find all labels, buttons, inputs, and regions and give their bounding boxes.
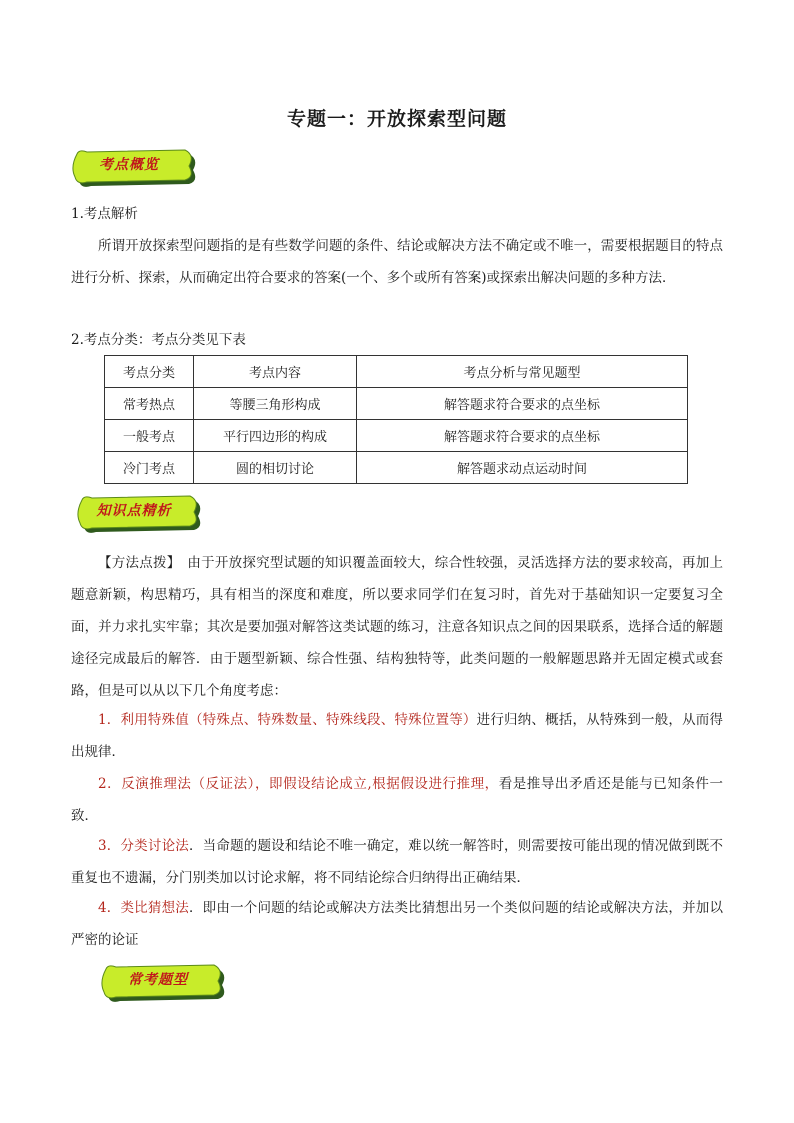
banner-label: 常考题型: [128, 972, 188, 988]
table-cell: 平行四边形的构成: [194, 420, 357, 452]
section-banner-common: [96, 962, 226, 1002]
point-1-text: 进行归纳、概括，从特殊到一般，从而得出规律．: [71, 712, 724, 760]
point-3-text: ．当命题的题设和结论不唯一确定，难以统一解答时，则需要按可能出现的情况做到既不重复也不遗漏，分门别类加以讨论求解，将不同结论综合归纳得出正确结果．: [71, 838, 724, 886]
table-cell: 圆的相切讨论: [194, 452, 357, 484]
banner-label: 知识点精析: [96, 503, 172, 519]
page-title: 专题一：开放探索型问题: [286, 108, 507, 130]
table-cell: 等腰三角形构成: [194, 388, 357, 420]
point-2-highlight: 2．反演推理法（反证法），即假设结论成立,根据假设进行推理，: [98, 776, 499, 792]
point-1: [71, 704, 723, 768]
table-row: [105, 452, 688, 484]
table-cell: 解答题求符合要求的点坐标: [357, 388, 688, 420]
table-cell: 冷门考点: [105, 452, 194, 484]
method-body: 由于开放探究型试题的知识覆盖面较大，综合性较强，灵活选择方法的要求较高，再加上题意新颖，构思精巧，具有相当的深度和难度，所以要求同学们在复习时，首先对于基础知识一定要复习全面，并力求扎实牢靠；其次是要加强对解答这类试题的练习，注意各知识点之间的因果联系，选择合适的解题途径完成最后的解答．由于题型新颖、综合性强、结构独特等，此类问题的一般解题思路并无固定模式或套路，但是可以从以下几个角度考虑：: [71, 555, 724, 699]
table-cell: 一般考点: [105, 420, 194, 452]
banner-label: 考点概览: [99, 157, 159, 173]
table-header-cell: 考点分析与常见题型: [357, 356, 688, 388]
point-3-highlight: 3．分类讨论法: [98, 838, 189, 854]
point-4-text: ．即由一个问题的结论或解决方法类比猜想出另一个类似问题的结论或解决方法，并加以严密的论证: [71, 900, 724, 948]
table-header-row: [105, 356, 688, 388]
section2-heading: 2.考点分类：考点分类见下表: [71, 332, 246, 348]
table-header-cell: 考点分类: [105, 356, 194, 388]
section1-body: 所谓开放探索型问题指的是有些数学问题的条件、结论或解决方法不确定或不唯一，需要根据题目的特点进行分析、探索，从而确定出符合要求的答案(一个、多个或所有答案)或探索出解决问题的多种方法．: [71, 238, 723, 286]
table-cell: 解答题求符合要求的点坐标: [357, 420, 688, 452]
table-cell: 常考热点: [105, 388, 194, 420]
section-banner-overview: [67, 147, 197, 187]
section1-heading: 1.考点解析: [71, 206, 138, 222]
method-lead: 【方法点拨】: [98, 555, 174, 571]
point-4-highlight: 4．类比猜想法: [98, 900, 189, 916]
point-2-text: 看是推导出矛盾还是能与已知条件一致．: [71, 776, 723, 824]
table-header-cell: 考点内容: [194, 356, 357, 388]
point-3: [71, 830, 723, 894]
point-2: [71, 768, 723, 832]
table-row: [105, 388, 688, 420]
section-banner-knowledge: [72, 493, 202, 533]
table-cell: 解答题求动点运动时间: [357, 452, 688, 484]
point-1-highlight: 1．利用特殊值（特殊点、特殊数量、特殊线段、特殊位置等）: [98, 712, 477, 728]
classification-table: [104, 355, 688, 484]
point-4: [71, 892, 723, 956]
method-paragraph: [71, 547, 723, 707]
table-row: [105, 420, 688, 452]
